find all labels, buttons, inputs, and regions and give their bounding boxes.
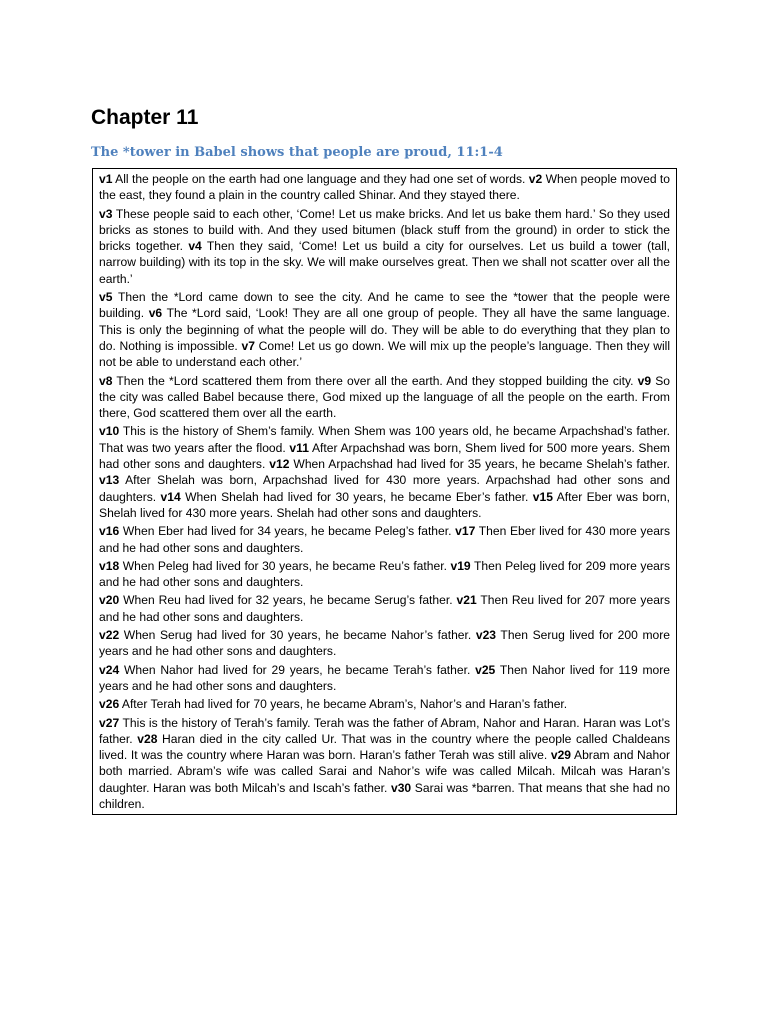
verse-text: The *Lord said, ‘Look! They are all one group of people. They all have the same language. This is only the beginning of what the people will do. They will be able to do everything that they plan to do. Nothing is impossible.: [99, 306, 670, 353]
verse-number: v4: [188, 239, 202, 254]
verse-paragraph: [99, 662, 670, 695]
verse-number: v14: [160, 489, 181, 504]
verse-paragraph: [99, 696, 670, 712]
verse-number: v17: [455, 524, 476, 539]
verse-number: v9: [637, 373, 652, 388]
verse-text: Haran died in the city called Ur. That was in the country where the people called Chaldeans lived. It was the country where Haran was born. Haran’s father Terah was still alive.: [99, 731, 671, 763]
verse-text: Then Peleg lived for 209 more years and he had other sons and daughters.: [99, 558, 670, 590]
verse-text: When people moved to the east, they found a plain in the country called Shinar. And they stayed there.: [99, 172, 670, 203]
verse-number: v1: [99, 172, 113, 186]
verse-number: v23: [475, 628, 497, 643]
verse-number: v20: [99, 593, 120, 608]
verse-number: v30: [390, 780, 412, 795]
verse-text: When Nahor had lived for 29 years, he became Terah’s father.: [119, 662, 476, 677]
verse-text: Then Reu lived for 207 more years and he had other sons and daughters.: [99, 593, 671, 624]
verse-paragraph: [99, 523, 670, 556]
verse-text: After Arpachshad was born, Shem lived for 500 more years. Shem had other sons and daughters.: [99, 440, 670, 472]
verse-number: v15: [532, 489, 553, 504]
verse-number: v18: [99, 558, 120, 573]
verse-text: Then the *Lord came down to see the city. And he came to see the *tower that the people were building.: [99, 290, 670, 321]
verse-text: When Arpachshad had lived for 35 years, he became Shelah’s father.: [289, 457, 670, 472]
verse-number: v19: [450, 558, 471, 573]
verse-text: When Eber had lived for 34 years, he became Peleg’s father.: [119, 524, 456, 539]
verse-text: Then the *Lord scattered them from there over all the earth. And they stopped building the city.: [112, 373, 638, 388]
verse-paragraph: [99, 627, 670, 660]
verse-text: After Shelah was born, Arpachshad lived for 430 more years. Arpachshad had other sons and daughters.: [99, 473, 670, 504]
verse-text: This is the history of Terah’s family. Terah was the father of Abram, Nahor and Haran. Haran was Lot’s father.: [99, 715, 670, 746]
verse-number: v26: [99, 697, 120, 712]
verse-text: After Eber was born, Shelah lived for 430 more years. Shelah had other sons and daughters.: [99, 489, 671, 520]
verse-text: When Peleg had lived for 30 years, he became Reu’s father.: [119, 558, 451, 573]
verse-number: v8: [99, 373, 113, 388]
verse-text: All the people on the earth had one language and they had one set of words.: [112, 172, 529, 186]
verse-number: v29: [550, 748, 572, 763]
verse-paragraph: [99, 289, 670, 370]
verse-text: Abram and Nahor both married. Abram’s wife was called Sarai and Nahor’s wife was called Milcah. Milcah was Haran’s daughter. Haran was both Milcah’s and Iscah’s father.: [99, 748, 670, 795]
verse-number: v3: [99, 206, 113, 221]
verse-text: Sarai was *barren. That means that she had no children.: [99, 780, 670, 811]
verse-paragraph: [99, 558, 670, 591]
verse-paragraph: [99, 373, 670, 422]
verse-number: v22: [99, 628, 120, 643]
verse-number: v25: [475, 662, 496, 677]
verse-number: v7: [241, 338, 255, 353]
chapter-title: Chapter 11: [91, 106, 199, 129]
verse-text: Then Eber lived for 430 more years and he had other sons and daughters.: [99, 524, 670, 555]
verse-text: Then they said, ‘Come! Let us build a city for ourselves. Let us build a tower (tall, narrow building) with its top in the sky. We will make ourselves great. Then we shall not scatter over all the earth.’: [99, 239, 671, 286]
verse-number: v28: [137, 731, 158, 746]
verse-number: v12: [269, 457, 290, 472]
verse-paragraph: [99, 715, 670, 813]
verse-number: v10: [99, 424, 120, 439]
verse-text: These people said to each other, ‘Come! Let us make bricks. And let us bake them hard.’ So they used bricks as stones to build with. And they used bitumen (black stuff from the ground) in order to stick the bricks together.: [99, 206, 670, 254]
verse-text: So the city was called Babel because there, God mixed up the language of all the people on the earth. From there, God scattered them over all the earth.: [99, 373, 670, 421]
verse-number: v2: [528, 172, 543, 186]
verse-number: v11: [289, 440, 309, 455]
verse-text: After Terah had lived for 70 years, he became Abram’s, Nahor’s and Haran’s father.: [119, 697, 568, 712]
verse-paragraph: [99, 592, 670, 625]
verse-number: v27: [99, 715, 120, 730]
verse-text: This is the history of Shem’s family. When Shem was 100 years old, he became Arpachshad’s father. That was two years after the flood.: [99, 424, 670, 455]
verse-box: [92, 168, 677, 815]
verse-text: Then Nahor lived for 119 more years and he had other sons and daughters.: [99, 662, 670, 693]
verse-number: v24: [99, 662, 120, 677]
verse-number: v16: [99, 524, 120, 539]
verse-number: v5: [99, 290, 113, 305]
verse-number: v13: [99, 473, 120, 488]
verse-text: When Reu had lived for 32 years, he became Serug’s father.: [119, 593, 457, 608]
verse-text: When Shelah had lived for 30 years, he became Eber’s father.: [180, 489, 533, 504]
verse-number: v21: [456, 593, 477, 608]
verse-text: Come! Let us go down. We will mix up the people’s language. Then they will not be able to understand each other.’: [99, 338, 671, 370]
verse-number: v6: [148, 306, 163, 321]
section-heading: The *tower in Babel shows that people are proud, 11:1-4: [91, 145, 503, 160]
verse-text: When Serug had lived for 30 years, he became Nahor’s father.: [119, 628, 476, 643]
verse-paragraph: [99, 171, 670, 204]
verse-paragraph: [99, 206, 670, 287]
verse-text: Then Serug lived for 200 more years and he had other sons and daughters.: [99, 628, 671, 659]
verse-paragraph: [99, 423, 670, 521]
